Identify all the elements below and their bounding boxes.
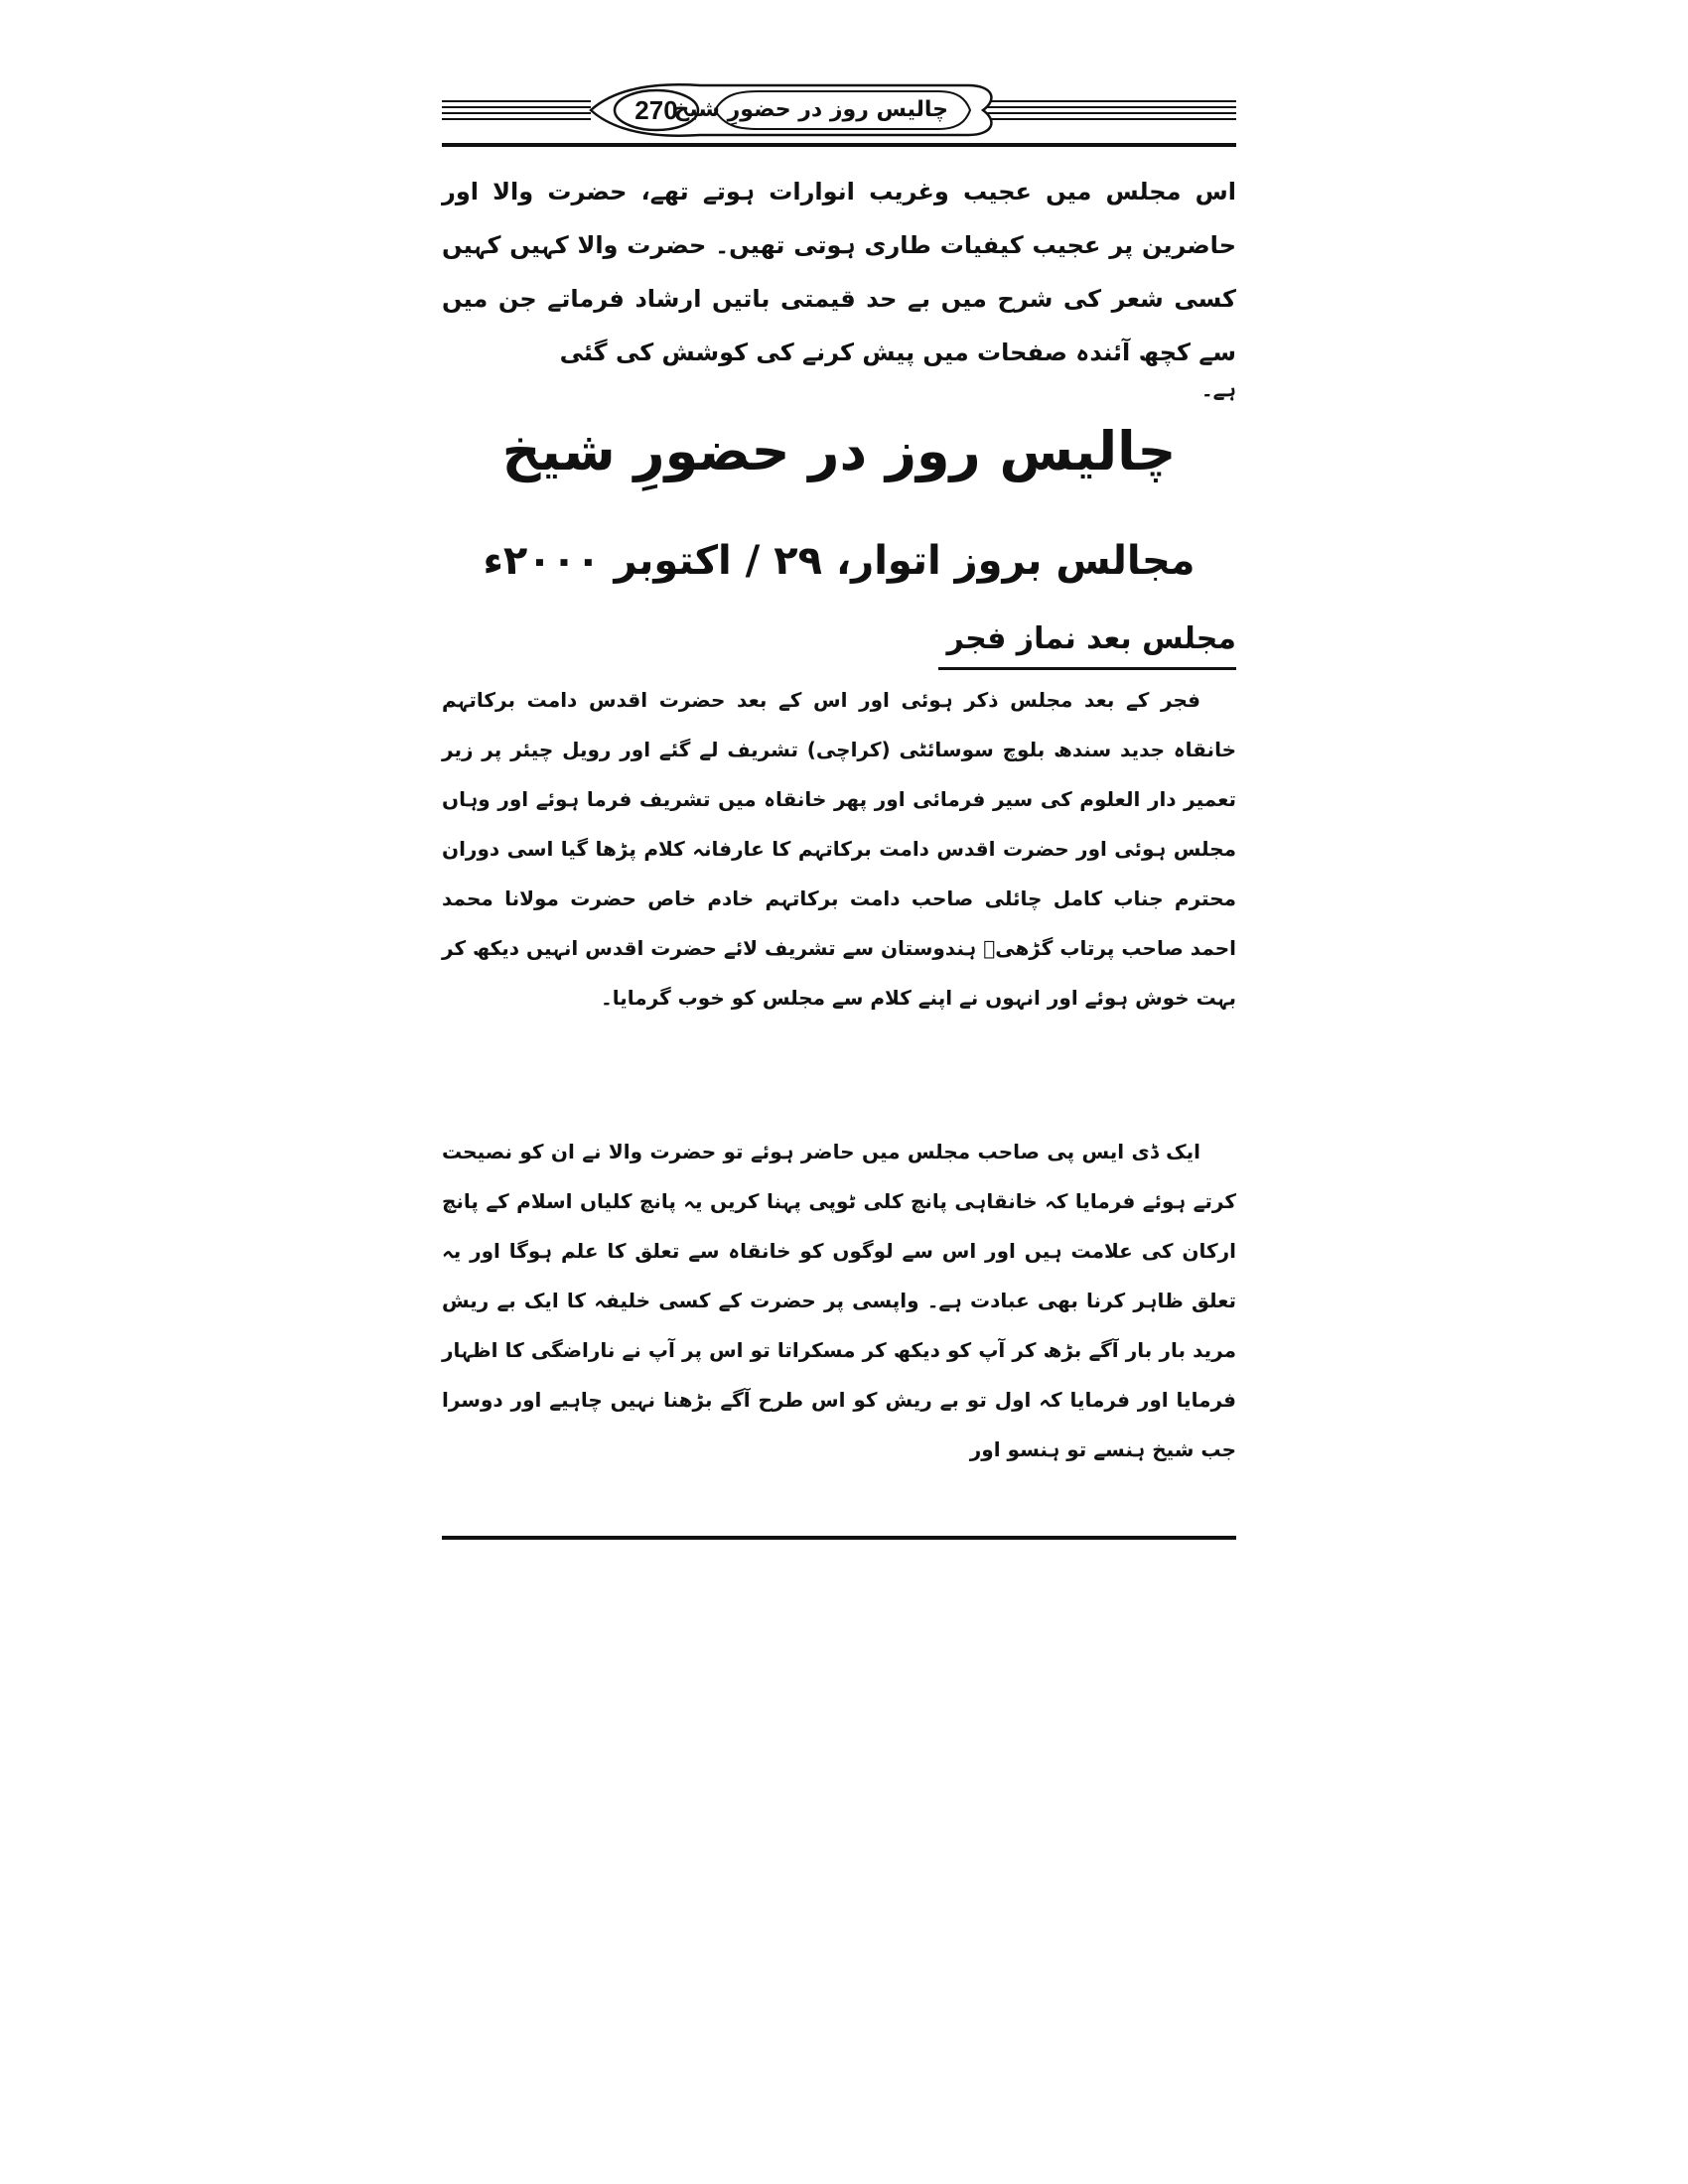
running-header [442,79,1236,141]
chapter-title: چالیس روز در حضورِ شیخ [501,420,1177,482]
top-divider [442,143,1236,147]
bottom-divider [442,1536,1236,1540]
intro-paragraph-end: ہے۔ [1200,377,1236,401]
section-heading: مجلس بعد نماز فجر [938,612,1236,670]
book-page [442,79,1236,1549]
session-date-heading: مجالس بروز اتوار، ۲۹ / اکتوبر ۲۰۰۰ء [483,538,1196,584]
body-paragraph: فجر کے بعد مجلس ذکر ہوئی اور اس کے بعد حضرت اقدس دامت برکاتہم خانقاہ جدید سندھ بلوچ سوسائٹی (کراچی) تشریف لے گئے اور رویل چیئر پر زیر تعمیر دار العلوم کی سیر فرمائی اور پھر خانقاہ میں تشریف فرما ہوئے اور وہاں مجلس ہوئی اور حضرت اقدس دامت برکاتہم کا عارفانہ کلام پڑھا گیا اسی دوران محترم جناب کامل چائلی صاحب دامت برکاتہم خادم خاص حضرت مولانا محمد احمد صاحب پرتاب گڑھیؒ ہندوستان سے تشریف لائے حضرت اقدس انہیں دیکھ کر بہت خوش ہوئے اور انہوں نے اپنے کلام سے مجلس کو خوب گرمایا۔ [442,688,1236,1010]
running-title: چالیس روز در حضورِ شیخ [673,97,948,122]
body-paragraph: ایک ڈی ایس پی صاحب مجلس میں حاضر ہوئے تو حضرت والا نے ان کو نصیحت کرتے ہوئے فرمایا کہ خانقاہی پانچ کلی ٹوپی پہنا کریں یہ پانچ کلیاں اسلام کے پانچ ارکان کی علامت ہیں اور اس سے لوگوں کو خانقاہ سے تعلق کا علم ہوگا اور یہ تعلق ظاہر کرنا بھی عبادت ہے۔ واپسی پر حضرت کے کسی خلیفہ کا ایک بے ریش مرید بار بار آگے بڑھ کر آپ کو دیکھ کر مسکراتا تو اس پر آپ نے ناراضگی کا اظہار فرمایا اور فرمایا کہ اول تو بے ریش کو اس طرح آگے بڑھنا نہیں چاہیے اور دوسرا جب شیخ ہنسے تو ہنسو اور [442,1140,1236,1461]
intro-paragraph: اس مجلس میں عجیب وغریب انوارات ہوتے تھے، حضرت والا اور حاضرین پر عجیب کیفیات طاری ہوتی تھیں۔ حضرت والا کہیں کہیں کسی شعر کی شرح میں بے حد قیمتی باتیں ارشاد فرماتے جن میں سے کچھ آئندہ صفحات میں پیش کرنے کی کوشش کی گئی [442,178,1236,366]
page-number: 270 [634,95,678,125]
